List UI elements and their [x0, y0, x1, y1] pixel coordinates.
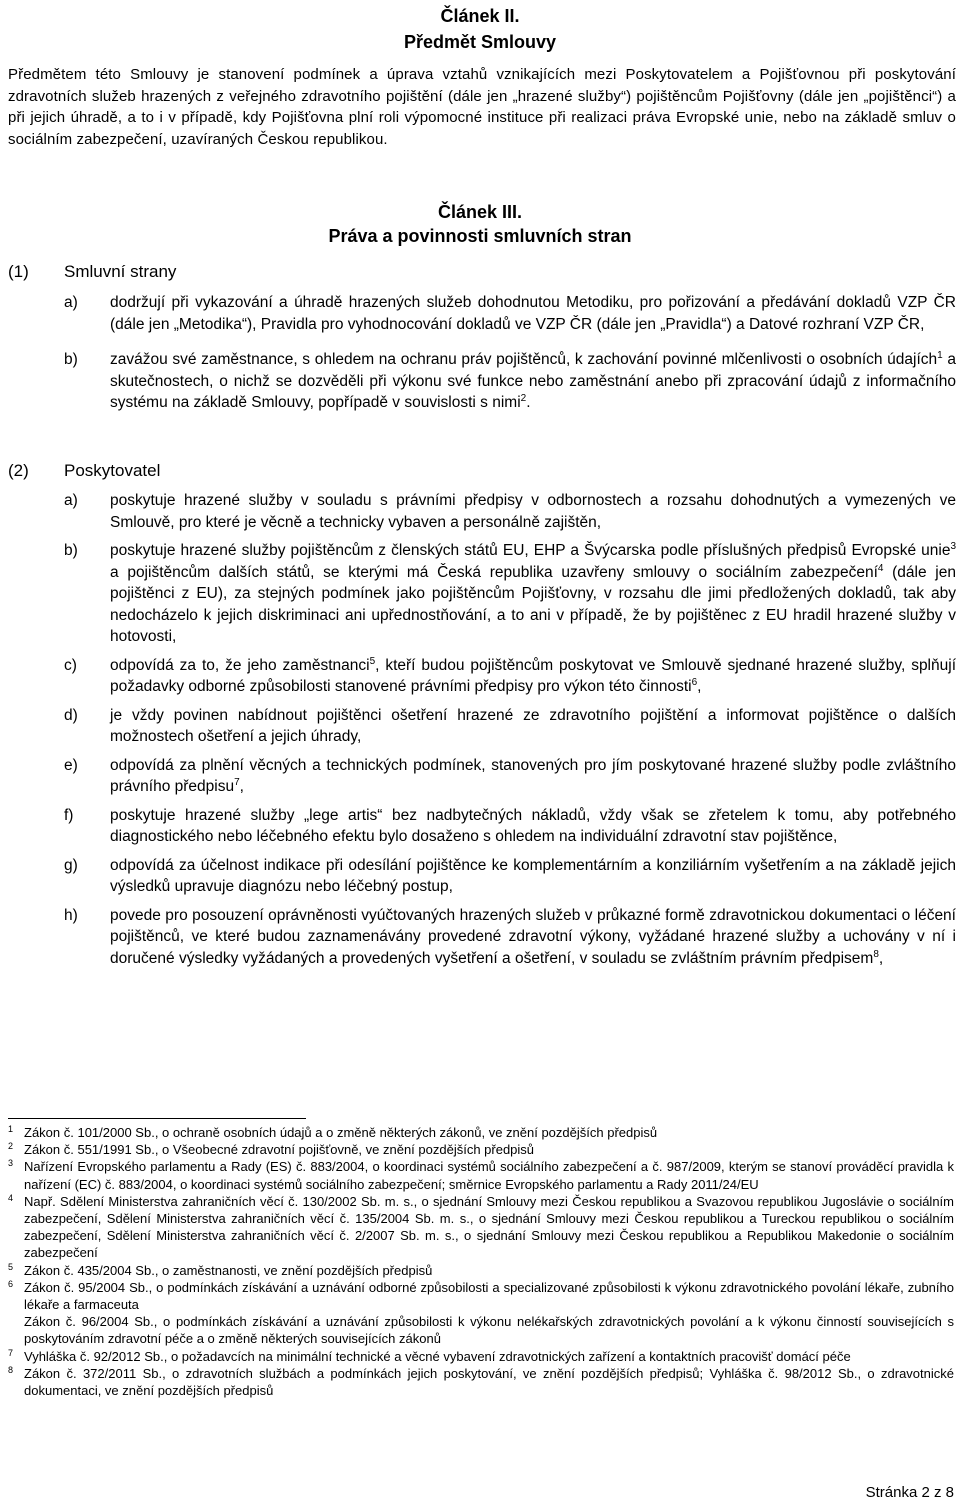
item-text: je vždy povinen nabídnout pojištěnci ošetření hrazené ze zdravotního pojištění a informovat pojištěnce o dalších možnostech ošetření a jejich úhrady,	[110, 706, 956, 745]
list-item	[64, 490, 956, 533]
list-item	[64, 655, 956, 698]
item-label: a)	[64, 492, 78, 509]
footnote: 8 Zákon č. 372/2011 Sb., o zdravotních službách a podmínkách jejich poskytování, ve znění pozdějších předpisů; Vyhláška č. 98/2012 Sb., o zdravotnické dokumentaci, ve znění pozdějších předpisů	[8, 1364, 954, 1399]
list-item	[64, 905, 956, 970]
section-1-list	[64, 292, 956, 414]
footnote: 6 Zákon č. 95/2004 Sb., o podmínkách získávání a uznávání odborné způsobilosti a specializované způsobilosti k výkonu zdravotnického povolání lékaře, zubního lékaře a farmaceuta	[8, 1278, 954, 1313]
item-text: poskytuje hrazené služby v souladu s právními předpisy v odbornostech a rozsahu dohodnutých a vymezených ve Smlouvě, pro které je věcně a technicky vybaven a personálně zajištěn,	[110, 492, 956, 531]
section-2-number: (2)	[8, 461, 29, 480]
footnotes	[8, 1124, 954, 1399]
footnote-ref: 8	[873, 948, 879, 960]
list-item	[64, 292, 956, 335]
item-text: odpovídá za to, že jeho zaměstnanci$^5$, kteří budou pojištěncům poskytovat ve Smlouvě sjednané hrazené služby, splňují požadavky odborné způsobilosti stanovené právními předpisy pro výkon této činnosti$^6$,	[110, 655, 956, 695]
footnote-ref: 2	[520, 392, 527, 404]
list-item	[64, 755, 956, 798]
item-label: d)	[64, 706, 78, 724]
list-item	[64, 349, 956, 414]
item-label: h)	[64, 906, 78, 924]
section-1-title: Smluvní strany	[64, 262, 177, 281]
item-text: odpovídá za účelnost indikace při odesílání pojištěnce ke komplementárním a konziliárním vyšetřením a na základě jejich výsledků upravuje diagnózu nebo léčebný postup,	[110, 856, 956, 895]
footnote: 5 Zákon č. 435/2004 Sb., o zaměstnanosti, ve znění pozdějších předpisů	[8, 1261, 433, 1278]
footnote: 7 Vyhláška č. 92/2012 Sb., o požadavcích na minimální technické a věcné vybavení zdravotnických zařízení a kontaktních pracovišť domácí péče	[8, 1347, 851, 1364]
footnote-ref: 1	[937, 349, 943, 361]
list-item	[64, 705, 956, 748]
footnote-ref: 6	[691, 676, 698, 688]
list-item	[64, 540, 956, 648]
item-text: dodržují při vykazování a úhradě hrazených služeb dohodnutou Metodiku, pro pořizování a předávání dokladů VZP ČR (dále jen „Metodika“), Pravidla pro vyhodnocování dokladů ve VZP ČR (dále jen „Pravidla“) a Datové rozhraní VZP ČR,	[110, 294, 956, 333]
item-text: poskytuje hrazené služby pojištěncům z členských států EU, EHP a Švýcarska podle příslušných předpisů Evropské unie$^3$ a pojištěncům dalších států, se kterými má Česká republika uzavřeny smlouvy o sociálním zabezpečení$^4$ (dále jen pojištěnci z EU), za stejných podmínek jako pojištěncům Pojišťovny, v rozsahu dle jimi předložených dokladů, tak aby nedocházelo k jejich diskriminaci ani upřednostňování, a to ani v případě, že by pojištěnec z EU hradil hrazené služby v hotovosti,	[110, 540, 956, 645]
footnote: 4 Např. Sdělení Ministerstva zahraničních věcí č. 130/2002 Sb. m. s., o sjednání Smlouvy mezi Českou republikou a Svazovou republikou Jugoslávie o sociálním zabezpečení, Sdělení Ministerstva zahraničních věcí č. 135/2004 Sb. m. s., o sjednání Smlouvy mezi Českou republikou a Tureckou republikou o sociálním zabezpečení, Sdělení Ministerstva zahraničních věcí č. 2/2007 Sb. m. s., o sjednání Smlouvy mezi Českou republikou a Republikou Makedonie o sociálním zabezpečení	[8, 1192, 954, 1261]
article-2-paragraph: Předmětem této Smlouvy je stanovení podmínek a úprava vztahů vznikajících mezi Poskytovatelem a Pojišťovnou při poskytování zdravotních služeb hrazených z veřejného zdravotního pojištění (dále jen „hrazené služby“) pojištěncům Pojišťovny (dále jen „pojištěnci“) a při jejich úhradě, a to i v případě, kdy Pojišťovna plní roli výpomocné instituce při realizaci práva Evropské unie, nebo na základě smluv o sociálním zabezpečení, uzavíraných Českou republikou.	[8, 66, 956, 148]
article-3-title: Práva a povinnosti smluvních stran	[328, 226, 632, 246]
footnote-ref: 5	[369, 655, 376, 667]
section-2-title: Poskytovatel	[64, 461, 161, 480]
article-2-heading: Článek II.	[440, 6, 520, 26]
footnote-ref: 7	[234, 776, 240, 788]
article-3-heading: Článek III.	[437, 202, 523, 222]
item-text: odpovídá za plnění věcných a technických podmínek, stanovených pro jím poskytované hrazené služby podle zvláštního právního předpisu$^7$,	[110, 756, 956, 795]
item-label: e)	[64, 756, 78, 774]
footnote: 3 Nařízení Evropského parlamentu a Rady (ES) č. 883/2004, o koordinaci systémů sociálního zabezpečení a č. 987/2009, kterým se stanoví prováděcí pravidla k nařízení (EC) č. 883/2004, o koordinaci systémů sociálního zabezpečení; směrnice Evropského parlamentu a Rady 2011/24/EU	[8, 1158, 954, 1192]
footnote: 1 Zákon č. 101/2000 Sb., o ochraně osobních údajů a o změně některých zákonů, ve znění pozdějších předpisů	[8, 1124, 658, 1140]
section-1-number: (1)	[8, 262, 29, 281]
item-label: b)	[64, 542, 78, 559]
footnote-ref: 3	[950, 540, 956, 552]
item-text: zavážou své zaměstnance, s ohledem na ochranu práv pojištěnců, k zachování povinné mlčenlivosti o osobních údajích$^1$ a skutečnostech, o nichž se dozvěděli při výkonu své funkce nebo zaměstnání anebo při zpracování údajů z informačního systému na základě Smlouvy, popřípadě v souvislosti s nimi$^2$.	[110, 349, 956, 411]
item-text: povede pro posouzení oprávněnosti vyúčtovaných hrazených služeb v průkazné formě zdravotnickou dokumentaci o léčení pojištěnců, ve které budou zaznamenávány provedené zdravotní výkony, vyžádané hrazené služby a uchovány v ní i doručené výsledky vyžádaných a provedených vyšetření a ošetření, v souladu se zvláštním právním předpisem$^8$,	[110, 906, 956, 967]
list-item	[64, 855, 956, 898]
page-number: Stránka 2 z 8	[865, 1484, 954, 1501]
footnote: 2 Zákon č. 551/1991 Sb., o Všeobecné zdravotní pojišťovně, ve znění pozdějších předpisů	[8, 1141, 535, 1158]
item-label: g)	[64, 856, 78, 874]
item-text: poskytuje hrazené služby „lege artis“ bez nadbytečných nákladů, vždy však se zřetelem k tomu, aby potřebného diagnostického nebo léčebného efektu bylo dosaženo s ohledem na individuální zdravotní stav pojištěnce,	[110, 806, 956, 845]
footnote: Zákon č. 96/2004 Sb., o podmínkách získávání a uznávání způsobilosti k výkonu nelékařských zdravotnických povolání a k výkonu činností souvisejících s poskytováním zdravotní péče a o změně některých souvisejících zákonů	[24, 1314, 954, 1347]
section-2-list	[64, 490, 956, 969]
item-label: a)	[64, 294, 78, 311]
footnote-separator	[8, 1118, 306, 1119]
item-label: b)	[64, 351, 78, 368]
item-label: f)	[64, 806, 74, 824]
item-label: c)	[64, 656, 77, 674]
list-item	[64, 805, 956, 848]
article-2-title: Předmět Smlouvy	[403, 32, 557, 52]
footnote-ref: 4	[877, 562, 884, 574]
